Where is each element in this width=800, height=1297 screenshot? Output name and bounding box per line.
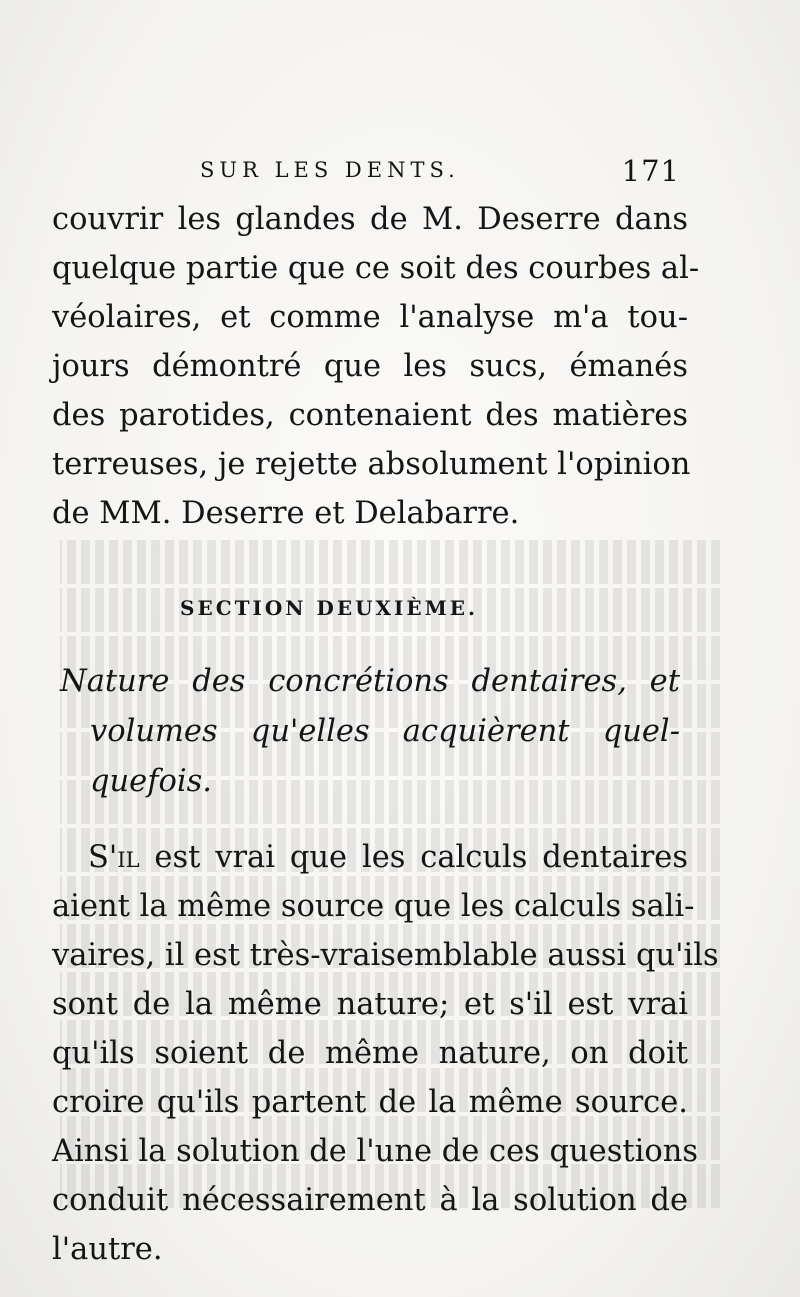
text-line: l'autre.	[52, 1232, 163, 1267]
text-line: aient la même source que les calculs sali-	[52, 889, 695, 924]
drop-cap: S'il	[88, 840, 140, 875]
text-line: sont de la même nature; et s'il est vrai	[52, 987, 688, 1022]
text-line: jours démontré que les sucs, émanés	[52, 349, 688, 384]
text-line: couvrir les glandes de M. Deserre dans	[52, 202, 688, 237]
section-title-line: quefois.	[90, 764, 212, 799]
text-line: croire qu'ils partent de la même source.	[52, 1085, 688, 1120]
text-line: terreuses, je rejette absolument l'opinion	[52, 447, 691, 482]
text-line-rest: est vrai que les calculs dentaires	[139, 840, 688, 875]
section-title-line: volumes qu'elles acquièrent quel-	[90, 714, 680, 749]
text-line: vaires, il est très-vraisemblable aussi qu'ils	[52, 938, 719, 973]
text-line: de MM. Deserre et Delabarre.	[52, 496, 520, 531]
section-title-line: Nature des concrétions dentaires, et	[60, 664, 680, 699]
text-line	[88, 840, 688, 875]
text-line: Ainsi la solution de l'une de ces questions	[52, 1134, 699, 1169]
text-line: conduit nécessairement à la solution de	[52, 1183, 688, 1218]
text-line: qu'ils soient de même nature, on doit	[52, 1036, 688, 1071]
page-number: 171	[621, 154, 680, 188]
section-heading: SECTION DEUXIÈME.	[180, 596, 479, 620]
page-header	[200, 150, 680, 190]
text-line: quelque partie que ce soit des courbes al-	[52, 251, 700, 286]
running-head: SUR LES DENTS.	[200, 158, 460, 182]
text-line: véolaires, et comme l'analyse m'a tou-	[52, 300, 688, 335]
text-line: des parotides, contenaient des matières	[52, 398, 688, 433]
